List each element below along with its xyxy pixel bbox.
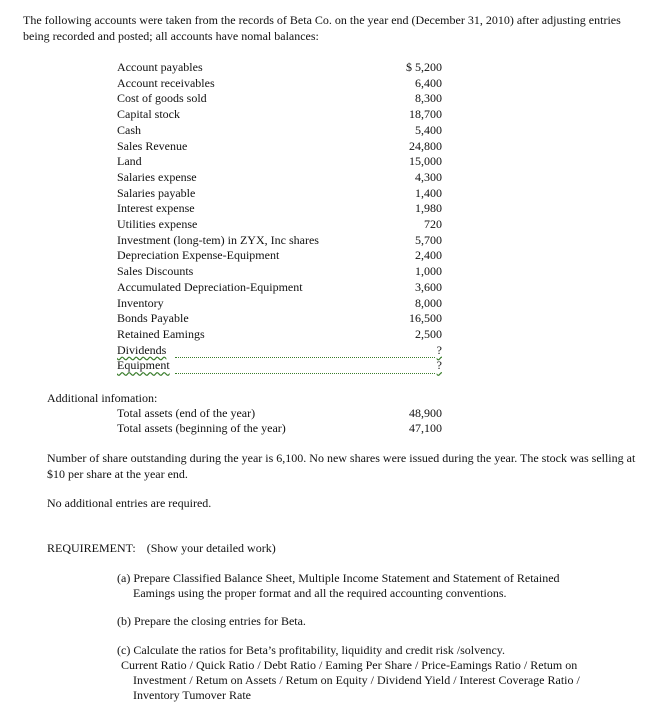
table-row	[117, 217, 442, 233]
table-row	[117, 311, 442, 327]
account-name: Sales Discounts	[117, 264, 194, 279]
account-amount: $ 5,200	[406, 60, 442, 74]
account-name: Account payables	[117, 60, 203, 74]
account-amount: 5,700	[415, 232, 442, 247]
account-amount: 2,500	[415, 326, 442, 341]
total-assets-label: Total assets (end of the year)	[117, 406, 256, 420]
account-name: Capital stock	[117, 107, 180, 122]
accounts-table	[117, 60, 442, 374]
additional-info-heading: Additional infomation:	[47, 391, 158, 405]
squiggle-underline	[175, 357, 435, 358]
account-name: Utilities expense	[117, 217, 198, 232]
account-amount: ?	[436, 358, 442, 373]
account-amount: 24,800	[409, 138, 442, 153]
table-row	[117, 280, 442, 296]
table-row	[117, 358, 442, 374]
account-name: Land	[117, 154, 142, 169]
account-amount: 6,400	[415, 75, 442, 90]
account-name: Investment (long-tem) in ZYX, Inc shares	[117, 232, 319, 247]
account-name: Retained Eamings	[117, 326, 205, 341]
account-amount: ?	[436, 342, 442, 357]
account-name: Inventory	[117, 295, 164, 310]
intro-paragraph: The following accounts were taken from the records of Beta Co. on the year end (December 31, 2010) after adjusting entries being recorded and posted; all accounts have nomal balances:	[23, 13, 621, 43]
table-row	[117, 296, 442, 312]
account-amount: 5,400	[415, 122, 442, 137]
item-a-line2: Eamings using the proper format and all the required accounting conventions.	[133, 586, 507, 600]
requirement-label: REQUIREMENT:	[47, 541, 136, 555]
account-amount: 720	[424, 217, 442, 232]
account-name: Salaries expense	[117, 169, 197, 184]
table-row	[117, 201, 442, 217]
item-c-line2: Current Ratio / Quick Ratio / Debt Ratio / Eaming Per Share / Price-Eamings Ratio / Retum on	[121, 658, 578, 672]
account-amount: 15,000	[409, 154, 442, 169]
account-name: Cost of goods sold	[117, 91, 207, 106]
table-row	[117, 76, 442, 92]
table-row	[117, 343, 442, 359]
item-a-line1: (a) Prepare Classified Balance Sheet, Multiple Income Statement and Statement of Retained	[117, 571, 560, 585]
requirement-item-a	[117, 571, 637, 601]
requirement-heading	[47, 541, 276, 556]
account-amount: 3,600	[415, 279, 442, 294]
table-row	[117, 406, 442, 421]
account-amount: 16,500	[409, 311, 442, 326]
account-name: Sales Revenue	[117, 138, 188, 153]
table-row	[117, 327, 442, 343]
account-name: Equipment	[117, 358, 170, 373]
item-c-line1: (c) Calculate the ratios for Beta’s profitability, liquidity and credit risk /solvency.	[117, 643, 506, 657]
requirement-item-c	[117, 643, 647, 703]
account-amount: 2,400	[415, 248, 442, 263]
squiggle-underline	[175, 373, 435, 374]
account-name: Interest expense	[117, 201, 195, 216]
account-name: Dividends	[117, 342, 167, 357]
no-entries-paragraph: No additional entries are required.	[47, 496, 212, 510]
account-name: Account receivables	[117, 75, 215, 90]
account-amount: 1,000	[415, 264, 442, 279]
account-amount: 4,300	[415, 169, 442, 184]
table-row	[117, 107, 442, 123]
account-name: Salaries payable	[117, 185, 196, 200]
account-amount: 18,700	[409, 107, 442, 122]
table-row	[117, 123, 442, 139]
requirement-note: (Show your detailed work)	[146, 541, 276, 555]
total-assets-table	[117, 406, 442, 436]
account-amount: 8,000	[415, 295, 442, 310]
account-amount: 8,300	[415, 91, 442, 106]
table-row	[117, 60, 442, 76]
account-name: Accumulated Depreciation-Equipment	[117, 279, 303, 294]
item-c-line4: Inventory Tumover Rate	[133, 688, 251, 702]
table-row	[117, 186, 442, 202]
table-row	[117, 170, 442, 186]
account-amount: 1,980	[415, 201, 442, 216]
table-row	[117, 154, 442, 170]
account-name: Bonds Payable	[117, 311, 189, 326]
account-name: Depreciation Expense-Equipment	[117, 248, 280, 263]
account-amount: 1,400	[415, 185, 442, 200]
table-row	[117, 248, 442, 264]
table-row	[117, 264, 442, 280]
table-row	[117, 421, 442, 436]
total-assets-label: Total assets (beginning of the year)	[117, 421, 286, 435]
requirement-item-b: (b) Prepare the closing entries for Beta.	[117, 614, 306, 628]
total-assets-amount: 48,900	[409, 406, 442, 420]
table-row	[117, 139, 442, 155]
table-row	[117, 233, 442, 249]
table-row	[117, 91, 442, 107]
account-name: Cash	[117, 122, 141, 137]
item-c-line3: Investment / Retum on Assets / Retum on Equity / Dividend Yield / Interest Coverage Ratio /	[133, 673, 580, 687]
total-assets-amount: 47,100	[409, 421, 442, 435]
shares-paragraph: Number of share outstanding during the year is 6,100. No new shares were issued during the year. The stock was selling at $10 per share at the year end.	[47, 451, 636, 481]
